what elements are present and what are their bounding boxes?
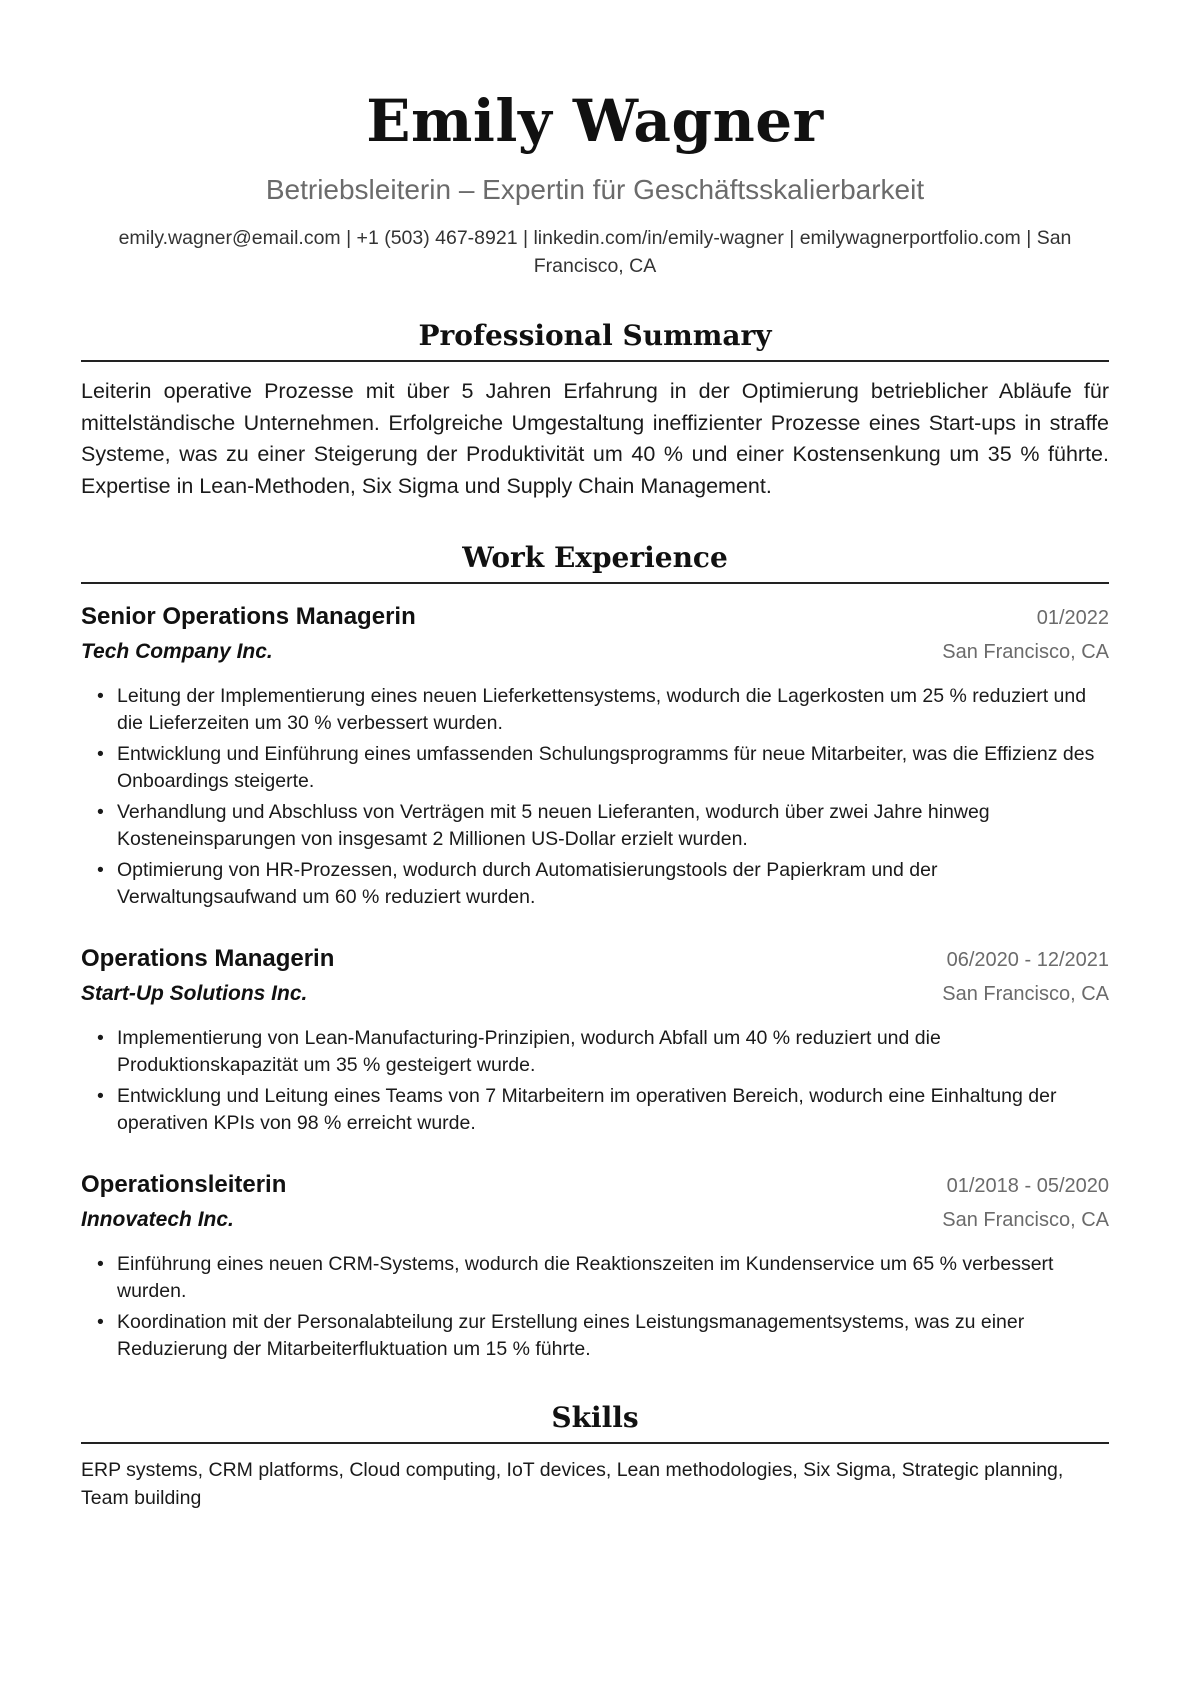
- job-company: Tech Company Inc.: [81, 640, 273, 663]
- job-entry: [81, 942, 1109, 1136]
- job-location: San Francisco, CA: [942, 983, 1109, 1005]
- job-title: Senior Operations Managerin: [81, 603, 416, 630]
- job-company-row: [81, 635, 1109, 669]
- resume-header: [81, 0, 1109, 280]
- job-bullet: • Leitung der Implementierung eines neuen Lieferkettensystems, wodurch die Lagerkosten um 25 % reduziert und die Lieferzeiten um 30 % verbessert wurden.: [117, 683, 1109, 736]
- job-bullet: • Koordination mit der Personalabteilung zur Erstellung eines Leistungsmanagementsystems, was zu einer Reduzierung der Mitarbeiterfluktuation um 15 % führte.: [117, 1309, 1109, 1362]
- job-bullets: [81, 1025, 1109, 1136]
- skills-heading: Skills: [81, 1400, 1109, 1444]
- job-location: San Francisco, CA: [942, 1209, 1109, 1231]
- contact-info: emily.wagner@email.com | +1 (503) 467-8921 | linkedin.com/in/emily-wagner | emilywagnerportfolio.com | San Francisco, CA: [118, 227, 1072, 277]
- skills-list: ERP systems, CRM platforms, Cloud computing, IoT devices, Lean methodologies, Six Sigma, Strategic planning, Team building: [81, 1459, 1064, 1509]
- job-bullet: • Entwicklung und Einführung eines umfassenden Schulungsprogramms für neue Mitarbeiter, was die Effizienz des Onboardings steigerte.: [117, 741, 1109, 794]
- job-bullet: • Entwicklung und Leitung eines Teams von 7 Mitarbeitern im operativen Bereich, wodurch eine Einhaltung der operativen KPIs von 98 % erreicht wurde.: [117, 1083, 1109, 1136]
- job-company: Start-Up Solutions Inc.: [81, 982, 308, 1005]
- candidate-name: Emily Wagner: [366, 87, 824, 155]
- job-date: 06/2020 - 12/2021: [946, 949, 1109, 971]
- job-title: Operationsleiterin: [81, 1171, 287, 1198]
- job-bullet: • Implementierung von Lean-Manufacturing-Prinzipien, wodurch Abfall um 40 % reduziert und die Produktionskapazität um 35 % gesteigert wurde.: [117, 1025, 1109, 1078]
- job-entry: [81, 1168, 1109, 1362]
- job-company: Innovatech Inc.: [81, 1208, 234, 1231]
- summary-heading: Professional Summary: [81, 318, 1109, 362]
- summary-text: Leiterin operative Prozesse mit über 5 Jahren Erfahrung in der Optimierung betrieblicher Abläufe für mittelständische Unternehmen. Erfolgreiche Umgestaltung ineffizienter Prozesse eines Start-ups in straffe Systeme, was zu einer Steigerung der Produktivität um 40 % und einer Kostensenkung um 35 % führte. Expertise in Lean-Methoden, Six Sigma und Supply Chain Management.: [81, 379, 1109, 498]
- skills-section: [81, 1400, 1109, 1512]
- job-bullets: [81, 1251, 1109, 1362]
- experience-heading: Work Experience: [81, 540, 1109, 584]
- job-bullet: • Optimierung von HR-Prozessen, wodurch durch Automatisierungstools der Papierkram und der Verwaltungsaufwand um 60 % reduziert wurden.: [117, 857, 1109, 910]
- job-bullets: [81, 683, 1109, 910]
- job-bullet: • Verhandlung und Abschluss von Verträgen mit 5 neuen Lieferanten, wodurch über zwei Jahre hinweg Kosteneinsparungen von insgesamt 2 Millionen US-Dollar erzielt wurden.: [117, 799, 1109, 852]
- job-bullet: • Einführung eines neuen CRM-Systems, wodurch die Reaktionszeiten im Kundenservice um 65 % verbessert wurden.: [117, 1251, 1109, 1304]
- job-title-row: [81, 1168, 1109, 1203]
- job-title: Operations Managerin: [81, 945, 335, 972]
- job-date: 01/2022: [1036, 607, 1109, 629]
- experience-section: [81, 540, 1109, 1362]
- candidate-tagline: Betriebsleiterin – Expertin für Geschäftsskalierbarkeit: [265, 174, 925, 205]
- job-title-row: [81, 600, 1109, 635]
- job-date: 01/2018 - 05/2020: [946, 1175, 1109, 1197]
- job-company-row: [81, 1203, 1109, 1237]
- job-entry: [81, 600, 1109, 910]
- job-company-row: [81, 977, 1109, 1011]
- summary-section: [81, 318, 1109, 502]
- job-title-row: [81, 942, 1109, 977]
- job-location: San Francisco, CA: [942, 641, 1109, 663]
